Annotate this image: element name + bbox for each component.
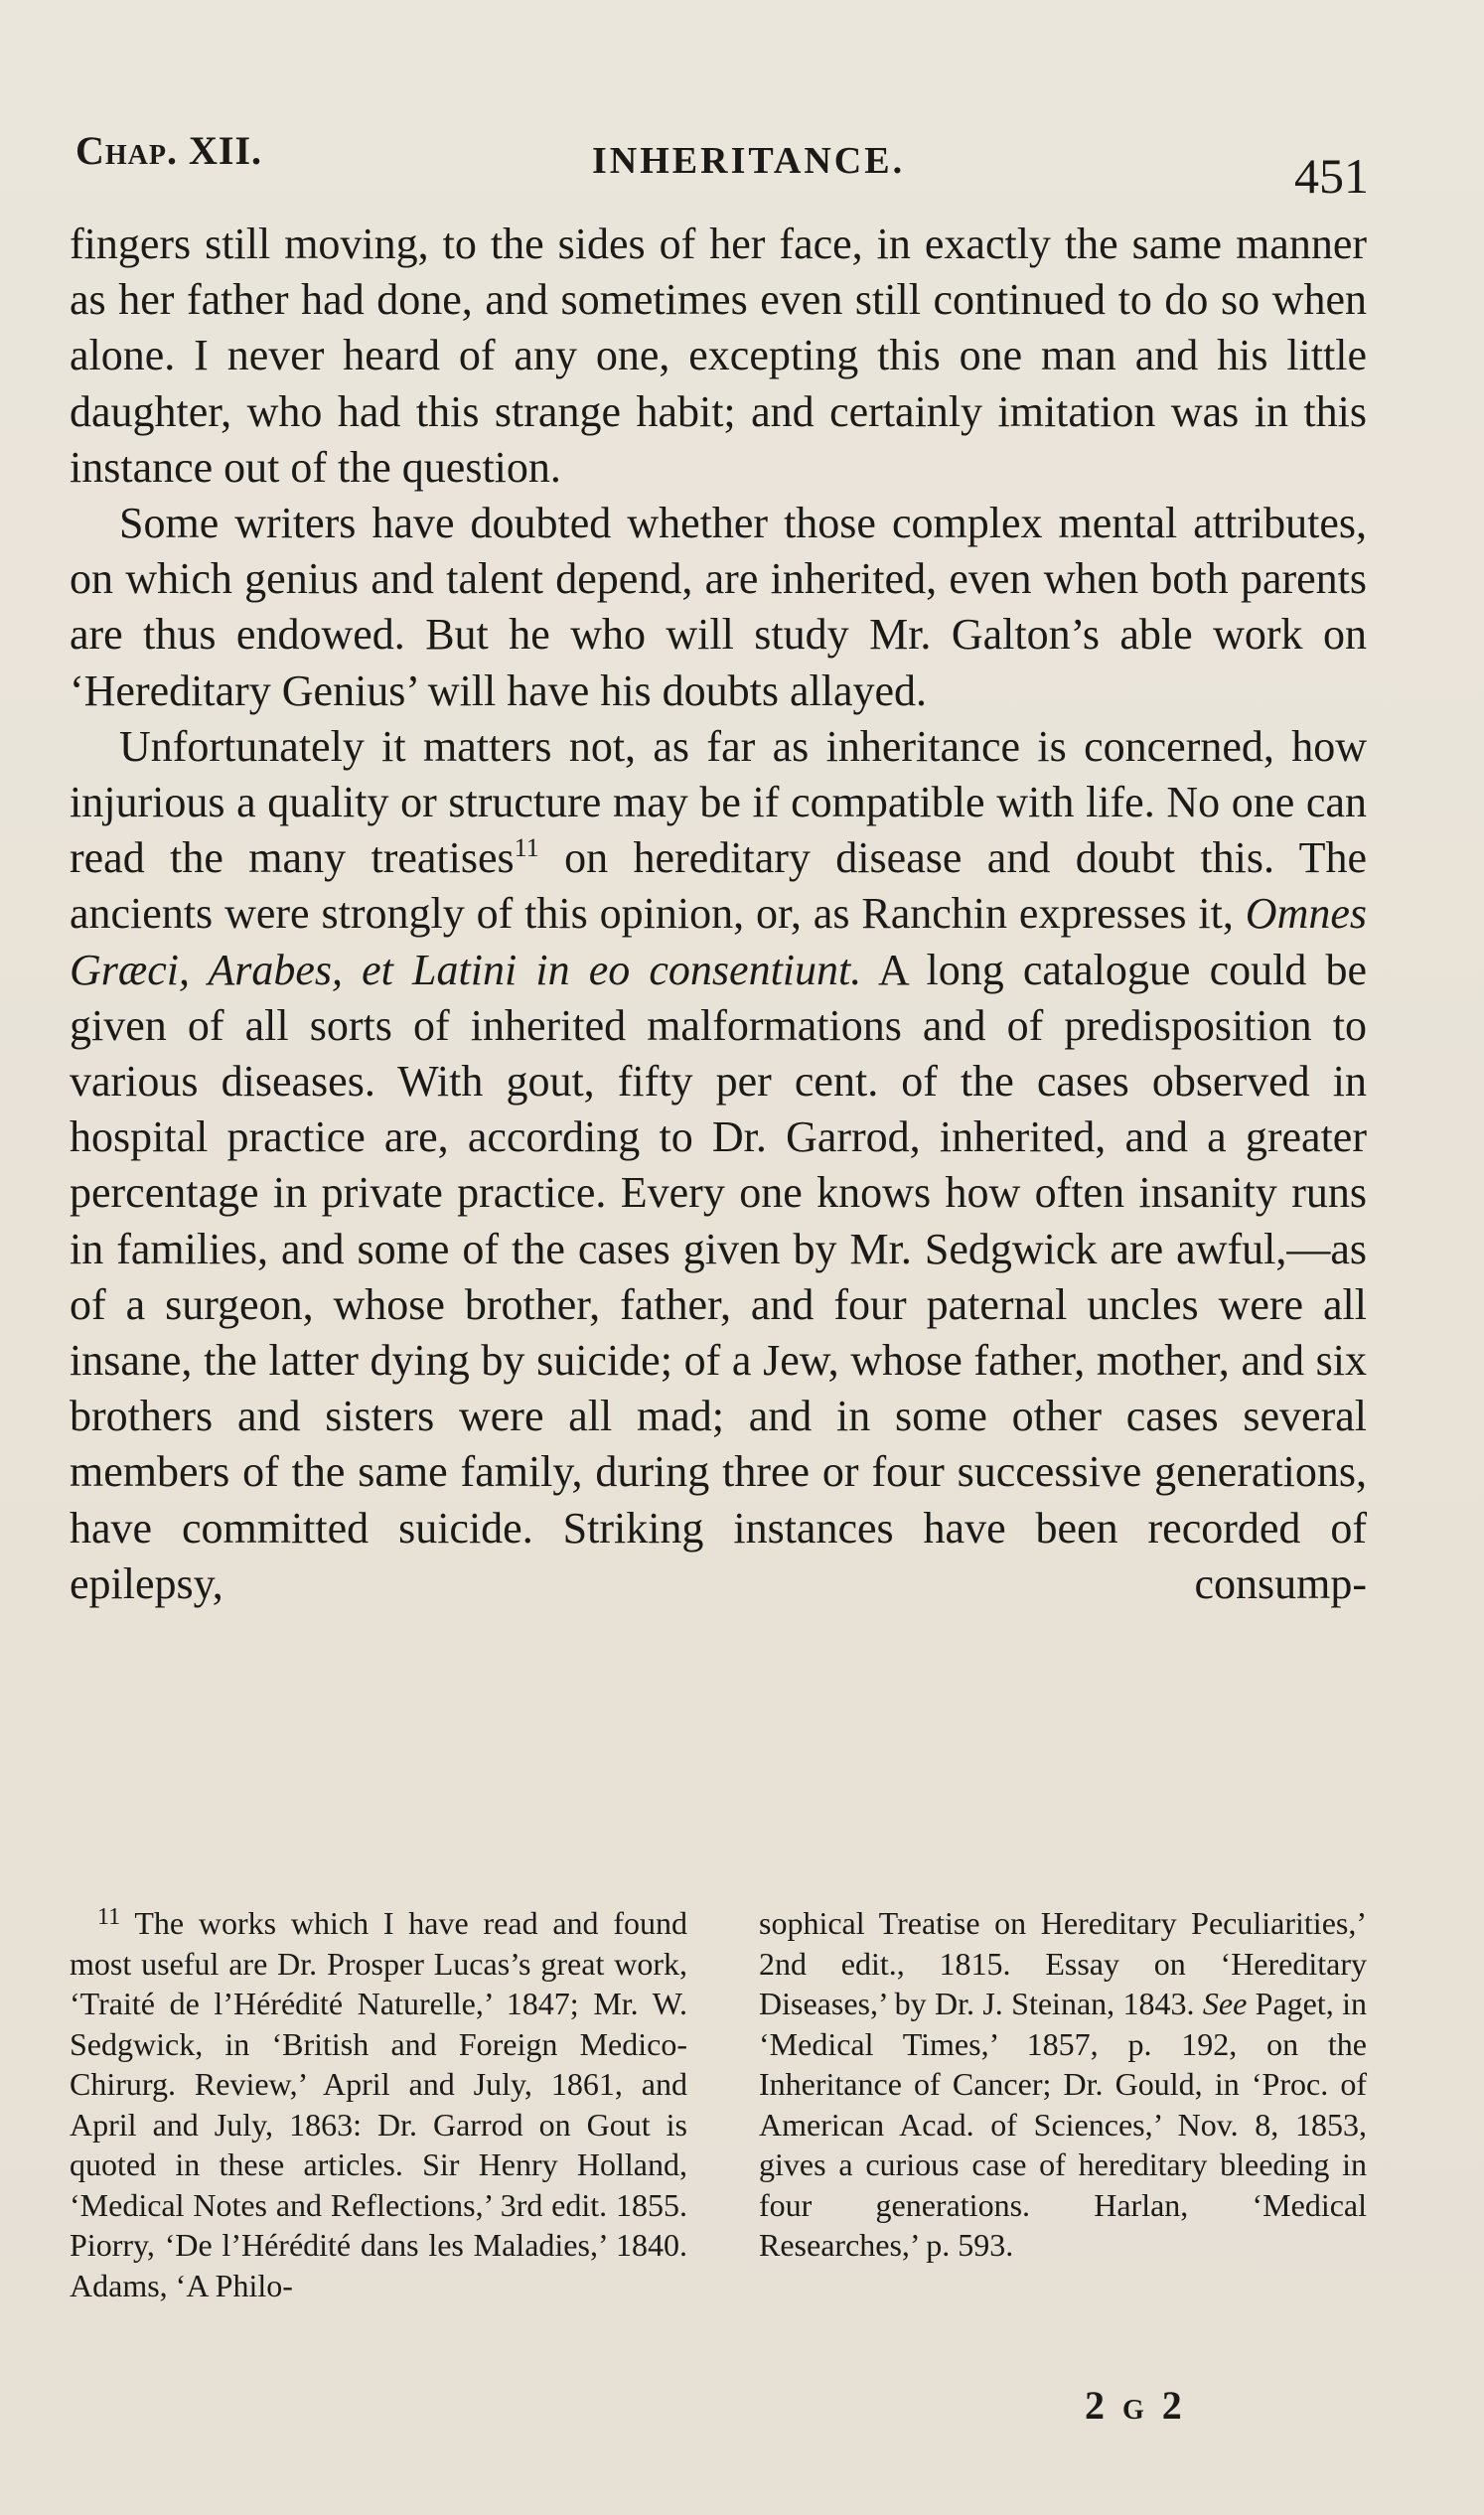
footnote-reference: 11: [514, 833, 539, 863]
footnote-number: 11: [97, 1904, 121, 1930]
paragraph-text: A long catalogue could be given of all sorts of inherited malformations and of predisposition to various diseases. With gout, fifty per cent. of the cases observed in hospital practice are, according to Dr. Garrod, inherited, and a greater percentage in private practice. Every one knows how often insanity runs in families, and some of the cases given by Mr. Sedgwick are awful,—as of a surgeon, whose brother, father, and four paternal uncles were all insane, the latter dying by suicide; of a Jew, whose father, mother, and six brothers and sisters were all mad; and in some other cases several members of the same family, during three or four successive generations, have committed suicide. Striking instances have been recorded of epilepsy, consump-: [70, 945, 1367, 1608]
signature-mark: [1085, 2382, 1186, 2429]
footnote-see: See: [1202, 1986, 1248, 2021]
paragraph-genius: Some writers have doubted whether those complex mental attributes, on which genius and talent depend, are inherited, even when both parents are thus endowed. But he who will study Mr. Galton’s able work on ‘Hereditary Genius’ will have his doubts allayed.: [70, 499, 1367, 715]
paragraph-text: on hereditary disease and doubt this. The ancients were strongly of this opinion, or, as Ranchin expresses it,: [70, 833, 1367, 939]
paragraph-hereditary-disease: [70, 719, 1367, 1612]
footnote-right-column: [759, 1903, 1367, 2305]
body-text: [70, 217, 1367, 1612]
footnotes: [70, 1903, 1367, 2305]
paragraph-text: Unfortunately it matters not, as far as inheritance is concerned, how injurious a quality or structure may be if compatible with life. No one can read the many treatises: [70, 721, 1367, 883]
signature-middle: g: [1122, 2383, 1148, 2428]
footnote-text: Paget, in ‘Medical Times,’ 1857, p. 192, on the Inheritance of Cancer; Dr. Gould, in ‘Proc. of American Acad. of Sciences,’ Nov. 8, 1853, gives a curious case of hereditary bleeding in four generations. Harlan, ‘Medical Researches,’ p. 593.: [759, 1986, 1368, 2263]
running-head: [75, 117, 1369, 207]
paragraph-continued: fingers still moving, to the sides of her face, in exactly the same manner as her father had done, and sometimes even still continued to do so when alone. I never heard of any one, excepting this one man and his little daughter, who had this strange habit; and certainly imitation was in this instance out of the question.: [70, 220, 1367, 492]
latin-quotation: Omnes Græci, Arabes, et Latini in eo consentiunt.: [70, 889, 1367, 994]
page-number: 451: [1294, 148, 1369, 204]
footnote-left-column: [70, 1903, 687, 2305]
footnote-text: The works which I have read and found most useful are Dr. Prosper Lucas’s great work, ‘Traité de l’Hérédité Naturelle,’ 1847; Mr. W. Sedgwick, in ‘British and Foreign Medico-Chirurg. Review,’ April and July, 1861, and April and July, 1863: Dr. Garrod on Gout is quoted in these articles. Sir Henry Holland, ‘Medical Notes and Reflections,’ 3rd edit. 1855. Piorry, ‘De l’Hérédité dans les Maladies,’ 1840. Adams, ‘A Philo-: [70, 1905, 687, 2303]
signature-left: 2: [1085, 2383, 1109, 2428]
footnote-text: sophical Treatise on Hereditary Peculiarities,’ 2nd edit., 1815. Essay on ‘Hereditary Diseases,’ by Dr. J. Steinan, 1843.: [759, 1905, 1367, 2021]
chapter-label: Chap. XII.: [75, 128, 263, 173]
running-title: INHERITANCE.: [592, 140, 906, 182]
signature-right: 2: [1161, 2383, 1186, 2428]
